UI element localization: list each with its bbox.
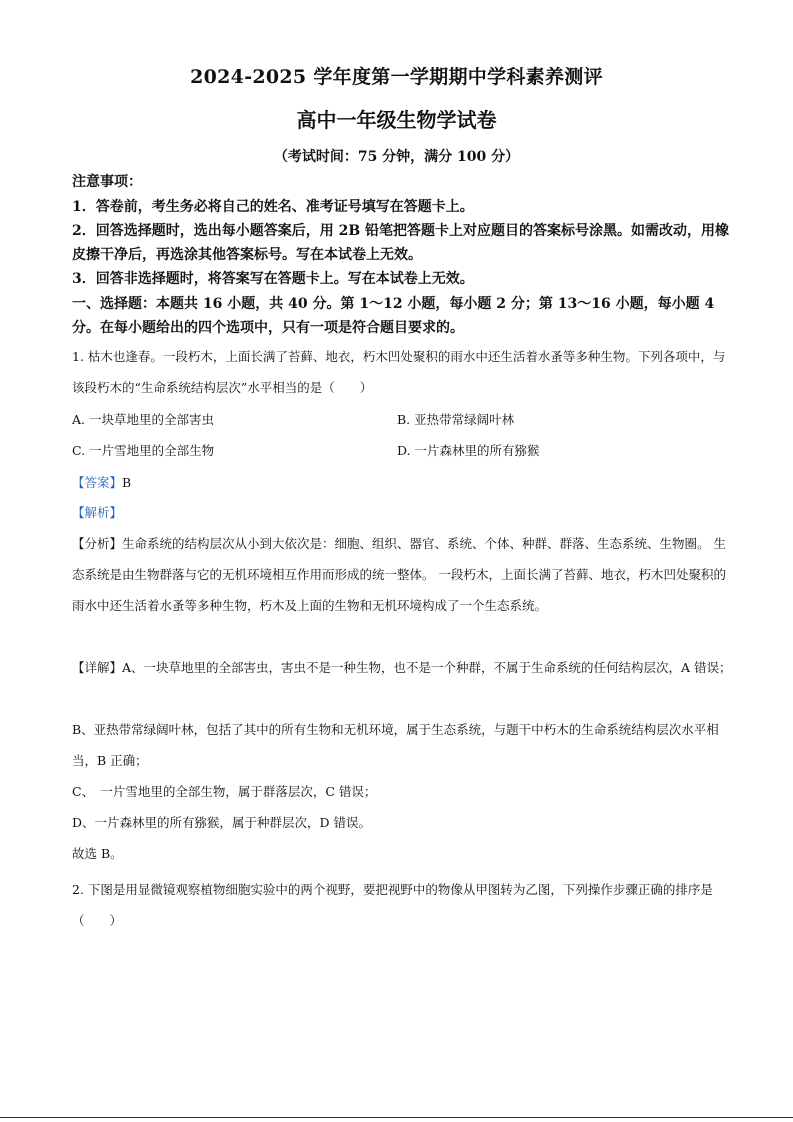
question-2-stem: 2. 下图是用显微镜观察植物细胞实验中的两个视野，要把视野中的物像从甲图转为乙图，下列操作步骤正确的排序是（ ）	[72, 882, 713, 928]
exam-subject-title: 高中一年级生物学试卷	[296, 108, 497, 132]
q1-xiangjie-a	[72, 652, 732, 683]
analysis-tag: 【解析】	[72, 505, 123, 520]
q1-option-b: B. 亚热带常绿阔叶林	[397, 412, 515, 427]
xiangjie-tag: 【详解】	[72, 660, 123, 675]
notice-heading: 注意事项：	[72, 174, 142, 190]
q1-xiangjie-b: B、亚热带常绿阔叶林，包括了其中的所有生物和无机环境，属于生态系统，与题干中朽木的生命系统结构层次水平相当，B 正确；	[72, 722, 719, 768]
q1-answer	[72, 473, 131, 491]
q1-option-d: D. 一片森林里的所有猕猴	[397, 443, 540, 458]
q1-fenxi	[72, 528, 732, 621]
notice-item-3: 3．回答非选择题时，将答案写在答题卡上。写在本试卷上无效。	[72, 271, 474, 287]
answer-tag: 【答案】	[72, 475, 123, 490]
page-bottom-rule	[0, 1117, 793, 1118]
q1-option-a: A. 一块草地里的全部害虫	[72, 412, 214, 427]
question-1-stem: 1. 枯木也逢春。一段朽木，上面长满了苔藓、地衣，朽木凹处聚积的雨水中还生活着水蚤等多种生物。下列各项中，与该段朽木的“生命系统结构层次”水平相当的是（ ）	[72, 349, 726, 395]
xiangjie-a-text: A、一块草地里的全部害虫，害虫不是一种生物，也不是一个种群，不属于生命系统的任何结构层次，A 错误；	[122, 660, 732, 675]
q1-xiangjie-d: D、一片森林里的所有猕猴，属于种群层次，D 错误。	[72, 815, 372, 830]
exam-title: 2024-2025 学年度第一学期期中学科素养测评	[190, 66, 603, 88]
q1-option-c: C. 一片雪地里的全部生物	[72, 443, 215, 458]
fenxi-text: 生命系统的结构层次从小到大依次是：细胞、组织、器官、系统、个体、种群、群落、生态系统、生物圈。 生态系统是由生物群落与它的无机环境相互作用而形成的统一整体。 一段朽木，上面长满了苔藓、地衣，朽木凹处聚积的雨水中还生活着水蚤等多种生物，朽木及上面的生物和无机环境构成了一个生态系统。	[72, 536, 726, 613]
q1-conclusion: 故选 B。	[72, 846, 123, 861]
notice-item-2: 2．回答选择题时，选出每小题答案后，用 2B 铅笔把答题卡上对应题目的答案标号涂黑。如需改动，用橡皮擦干净后，再选涂其他答案标号。写在本试卷上无效。	[72, 223, 730, 263]
notice-item-1: 1．答卷前，考生务必将自己的姓名、准考证号填写在答题卡上。	[72, 199, 474, 215]
section-heading: 一、选择题：本题共 16 小题，共 40 分。第 1～12 小题，每小题 2 分；第 13～16 小题，每小题 4 分。在每小题给出的四个选项中，只有一项是符合题目要求的。	[72, 296, 715, 336]
q1-xiangjie-c: C、 一片雪地里的全部生物，属于群落层次，C 错误；	[72, 784, 377, 799]
fenxi-tag: 【分析】	[72, 536, 123, 551]
answer-value: B	[122, 475, 132, 490]
exam-time-info: （考试时间：75 分钟，满分 100 分）	[273, 149, 520, 165]
